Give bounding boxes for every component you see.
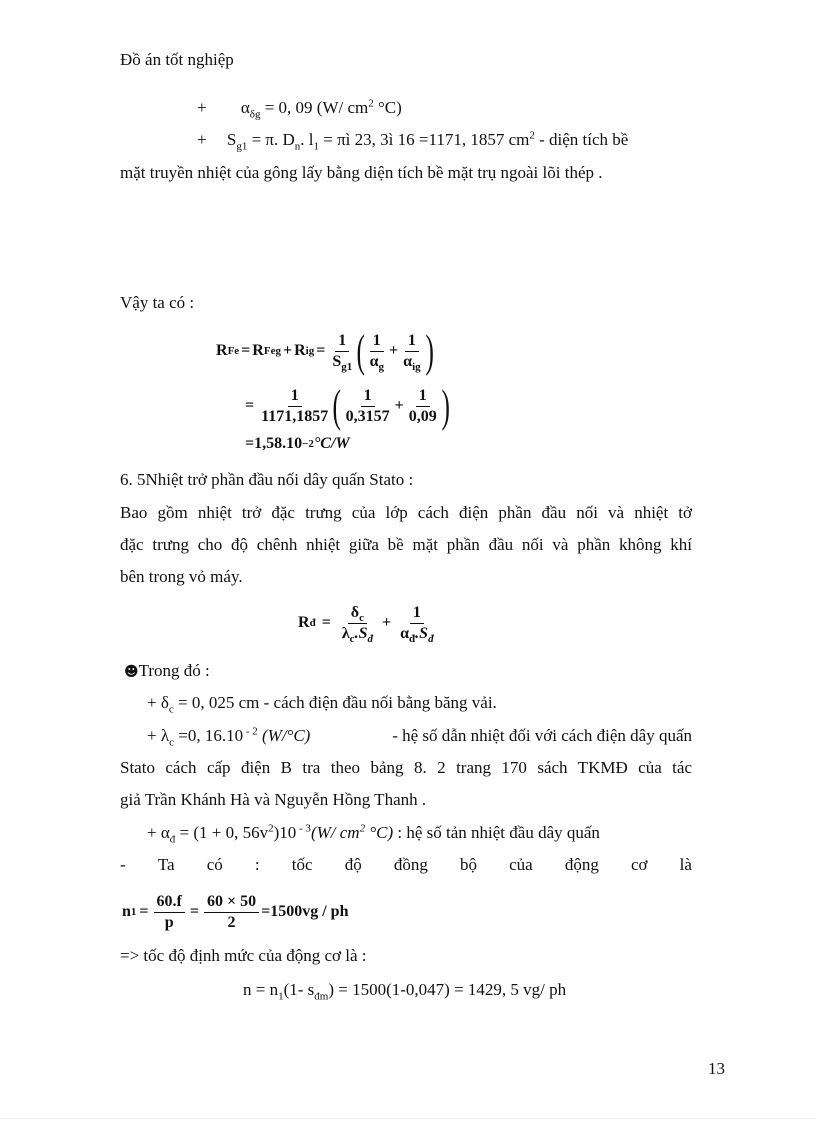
eq3-frac-2	[204, 892, 259, 933]
eq1-l2-frac-b	[406, 386, 440, 427]
eq1-frac-den	[329, 352, 355, 372]
eq1-plus: +	[282, 342, 293, 359]
eq1-result: =1,58.10	[245, 435, 303, 452]
eq2-s1: .S	[354, 624, 368, 642]
def-delta-pre: + δ	[147, 693, 169, 712]
def-lambda-line-2: Stato cách cấp điện B tra theo bảng 8. 2 trang 170 sách TKMĐ của tác	[120, 758, 692, 777]
eq1-sg-sub: g1	[341, 360, 353, 373]
equation-1-line-2	[245, 380, 449, 432]
page-bottom-divider	[0, 1118, 816, 1119]
eq2-alpha-sub: đ	[409, 632, 416, 645]
ta-co-word: cơ	[630, 855, 648, 874]
def-alpha-sup3: 2	[359, 822, 366, 835]
eq2-delta: δ	[350, 603, 360, 621]
eq2-s1-sub: đ	[367, 632, 373, 645]
eq2-alpha: α	[400, 624, 410, 642]
def-lambda	[147, 725, 692, 749]
equation-3: n 1 = $\frac{60.f}{p}$ = $\frac{60 \times 50}{2}$ =1500vg / ph	[122, 892, 349, 931]
alpha-line	[197, 97, 402, 121]
eq1-sg: S	[332, 352, 342, 370]
def-alpha-sup2: - 3	[296, 822, 311, 835]
trong-do	[124, 661, 210, 682]
def-alpha-rest: : hệ số tản nhiệt đầu dây quấn	[393, 823, 600, 842]
eq2-den2	[397, 624, 436, 644]
cm-sup: 2	[529, 129, 535, 142]
eq3-den2: 2	[227, 913, 236, 931]
eq3-result: =1500vg / ph	[261, 903, 349, 920]
right-paren: )	[425, 325, 434, 376]
eq1-alpha-g: α	[369, 352, 379, 370]
right-paren-2: )	[441, 380, 450, 431]
l-sub: 1	[313, 140, 319, 153]
eq3-frac-1	[154, 892, 185, 933]
eq3-num2: 60 × 50	[204, 892, 259, 913]
speed-sub1: 1	[278, 990, 284, 1003]
speed-formula	[243, 980, 567, 1003]
alpha-sup: 2	[368, 97, 374, 110]
eq2-equals: =	[321, 614, 331, 631]
ta-co-word: :	[254, 855, 260, 874]
eq1-l2-den: 1171,1857	[261, 407, 329, 425]
eq1-frac3-num: 1	[405, 331, 419, 352]
alpha-symbol: α	[240, 98, 250, 117]
def-alpha	[147, 822, 600, 846]
eq1-l2-a-num: 1	[361, 386, 375, 407]
eq3-equals: =	[139, 903, 149, 920]
eq1-alpha-g-sub: g	[378, 360, 385, 373]
def-lambda-mid: =0, 16.10	[173, 726, 244, 745]
speed-sub2: đm	[314, 990, 329, 1003]
eq2-lambda-sub: c	[349, 632, 355, 645]
ta-co-word: có	[206, 855, 223, 874]
l-part: . l	[300, 130, 314, 149]
document-header: Đồ án tốt nghiệp	[120, 50, 234, 69]
ta-co-word: Ta	[157, 855, 175, 874]
eq1-plus-2: +	[389, 342, 399, 359]
eq1-term2: R	[294, 342, 306, 359]
eq1-frac3-den	[400, 352, 424, 372]
left-paren: (	[356, 325, 366, 376]
eq2-frac-2	[397, 603, 436, 644]
speed-line: => tốc độ định mức của động cơ là :	[120, 946, 367, 965]
alpha-unit: °C)	[373, 98, 402, 117]
sg-sub: g1	[236, 140, 248, 153]
ta-co-word: độ	[344, 855, 362, 874]
page-number: 13	[708, 1059, 725, 1078]
ta-co-word: bộ	[459, 855, 477, 874]
eq3-num1: 60.f	[154, 892, 185, 913]
eq1-equals: =	[241, 342, 251, 359]
sg-rest: = πì 23, 3ì 16 =1171, 1857 cm	[319, 130, 530, 149]
eq2-den1	[339, 624, 376, 644]
bullet: +	[197, 130, 207, 149]
def-lambda-unit: (W/°C)	[257, 726, 311, 745]
vay-ta-co: Vậy ta có :	[120, 293, 195, 312]
eq1-term1: R	[252, 342, 264, 359]
eq1-l2-frac	[258, 386, 331, 427]
sg-mid: = π. D	[247, 130, 295, 149]
def-delta	[147, 693, 497, 716]
para-line-1: Bao gồm nhiệt trở đặc trưng của lớp cách điện phần đầu nối và nhiệt tở	[120, 503, 692, 522]
eq1-alpha-ig: α	[403, 352, 413, 370]
eq1-frac-outer	[329, 331, 355, 372]
eq2-delta-sub: c	[359, 611, 364, 624]
ta-co-word: động	[564, 855, 599, 874]
eq2-num2: 1	[410, 603, 424, 624]
ta-co-line	[120, 855, 692, 875]
equation-1-result: =1,58.10 −2 °C/W	[245, 435, 350, 452]
speed-rest: ) = 1500(1-0,047) = 1429, 5 vg/ ph	[328, 980, 567, 999]
eq1-result-unit: °C/W	[313, 435, 350, 452]
def-alpha-mid: = (1 + 0, 56v	[175, 823, 269, 842]
eq1-equals-2: =	[316, 342, 326, 359]
def-alpha-sup1: 2	[268, 822, 274, 835]
ta-co-word: đồng	[393, 855, 428, 874]
bullet: +	[197, 98, 207, 117]
section-title: 6. 5Nhiệt trở phần đầu nối dây quấn Stato :	[120, 470, 414, 489]
speed-mid: (1- s	[283, 980, 315, 999]
sg-line	[197, 129, 692, 153]
trong-do-text: Trong đó :	[138, 661, 210, 680]
smiley-icon: ☻	[124, 664, 139, 680]
equation-2: R đ = $\frac{\delta_c}{\lambda_c.S_đ}$ + $\frac{1}{\alpha_đ.S_đ}$	[298, 596, 439, 650]
eq1-frac-alpha-g	[367, 331, 387, 372]
def-alpha-unit-end: °C)	[365, 823, 394, 842]
para-line-2: đặc trưng cho độ chênh nhiệt giữa bề mặt phần đầu nối và phần không khí	[120, 535, 692, 554]
alpha-sub: δg	[249, 108, 261, 121]
para-line-3: bên trong vỏ máy.	[120, 567, 243, 586]
eq2-lhs: R	[298, 614, 310, 631]
def-alpha-mid2: )10	[273, 823, 297, 842]
left-paren-2: (	[332, 380, 342, 431]
def-lambda-left	[147, 725, 311, 749]
ta-co-word: là	[679, 855, 692, 874]
eq2-s2: .S	[415, 624, 429, 642]
eq1-l2-num: 1	[288, 386, 302, 407]
eq2-s2-sub: đ	[428, 632, 434, 645]
sg-line-2: mặt truyền nhiệt của gông lấy bằng diện tích bề mặt trụ ngoài lõi thép .	[120, 163, 603, 182]
def-delta-sub: c	[168, 703, 174, 716]
eq1-l2-b-num: 1	[416, 386, 430, 407]
def-delta-rest: = 0, 025 cm - cách điện đầu nối bằng băng vải.	[173, 693, 497, 712]
def-alpha-pre: + α	[147, 823, 170, 842]
ta-co-word: -	[120, 855, 126, 874]
eq3-lhs: n	[122, 903, 131, 920]
def-alpha-unit: (W/ cm	[310, 823, 360, 842]
alpha-value: = 0, 09 (W/ cm	[260, 98, 369, 117]
sg-symbol: S	[226, 130, 237, 149]
eq1-l2-plus: +	[394, 397, 404, 414]
eq1-frac-num: 1	[335, 331, 349, 352]
eq1-frac2-num: 1	[370, 331, 384, 352]
eq1-l2-a-den: 0,3157	[345, 407, 390, 425]
ta-co-word: tốc	[291, 855, 313, 874]
def-alpha-sub: đ	[169, 833, 176, 846]
equation-1-line-1: R Fe = R Feg + R ig = $\frac{1}{S_{g1}}$ ( $\frac{1}{\alpha_g}$ + $\frac{1}{\alpha_{ig}}$ )	[216, 325, 434, 376]
eq1-l2-frac-a	[343, 386, 393, 427]
eq1-frac-alpha-ig	[400, 331, 424, 372]
eq3-den1: p	[164, 913, 174, 931]
ta-co-word: của	[509, 855, 533, 874]
eq2-frac-1	[339, 603, 376, 644]
eq2-plus: +	[381, 614, 392, 631]
def-lambda-sub: c	[169, 736, 174, 749]
eq2-lambda: λ	[341, 624, 350, 642]
def-lambda-pre: + λ	[147, 726, 170, 745]
eq1-frac2-den	[367, 352, 387, 372]
speed-pre: n = n	[243, 980, 279, 999]
eq1-lhs: R	[216, 342, 228, 359]
def-lambda-rest: - hệ số dẫn nhiệt đối với cách điện dây quấn	[392, 726, 692, 745]
eq1-l2-equals: =	[245, 397, 255, 414]
eq1-l2-b-den: 0,09	[408, 407, 437, 425]
eq2-num1	[348, 603, 367, 624]
eq3-equals-2: =	[189, 903, 199, 920]
eq1-alpha-ig-sub: ig	[412, 360, 421, 373]
def-lambda-line-3: giả Trần Khánh Hà và Nguyễn Hồng Thanh .	[120, 790, 427, 809]
def-lambda-sup: - 2	[243, 725, 258, 738]
sg-tail: - diện tích bề	[534, 130, 629, 149]
dn-sub: n	[294, 140, 301, 153]
